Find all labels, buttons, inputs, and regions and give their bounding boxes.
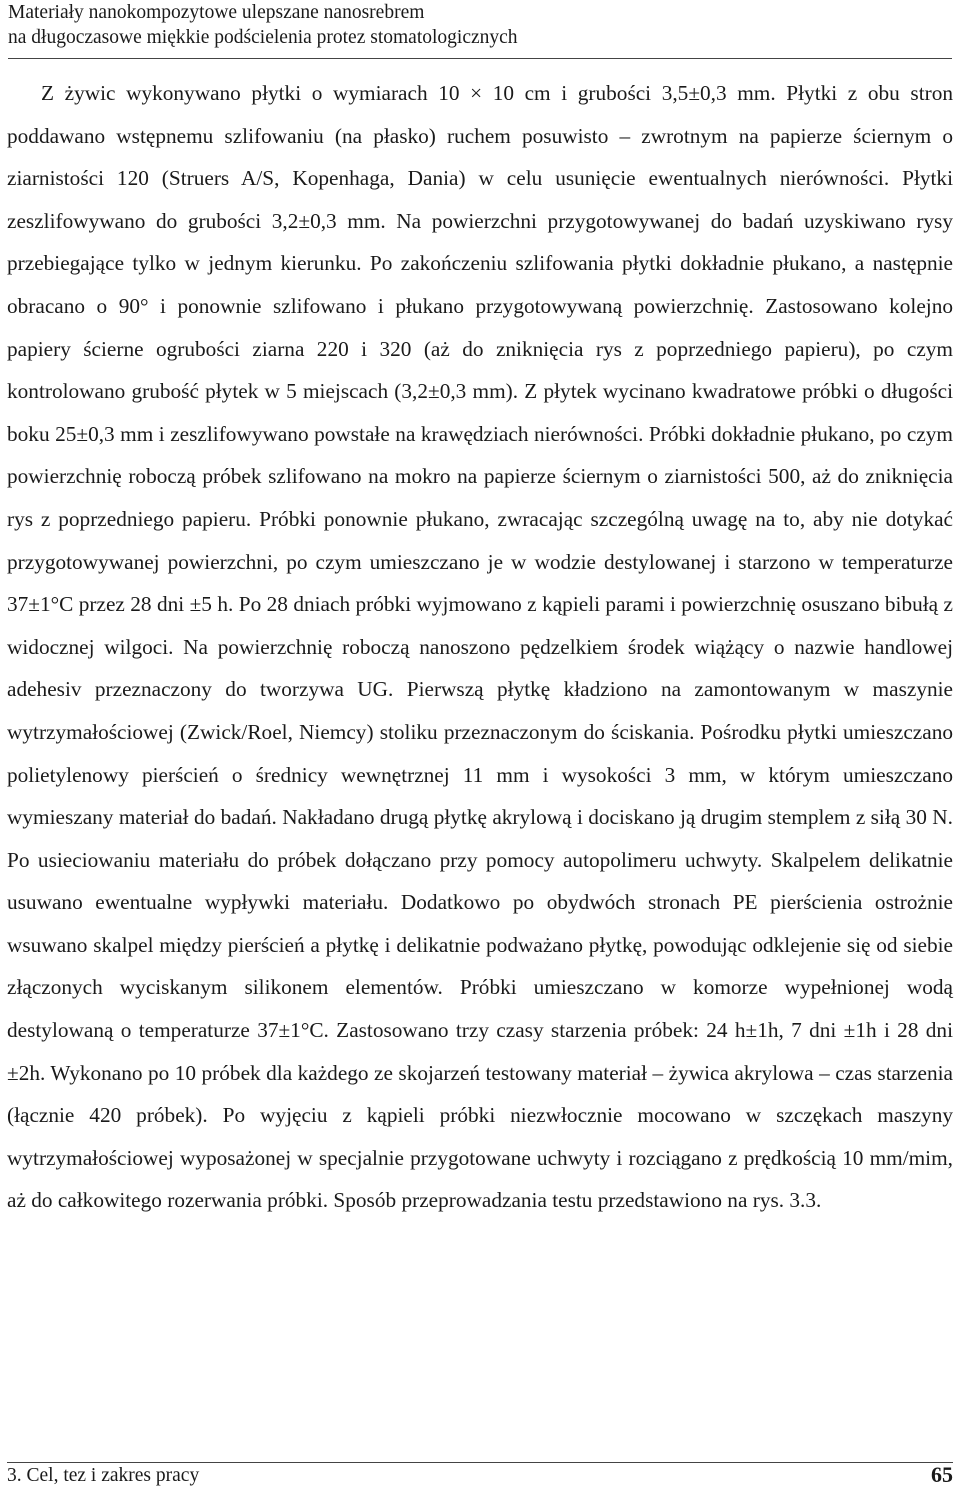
page-footer xyxy=(7,1462,953,1487)
header-title-line-2: na długoczasowe miękkie podścielenia protez stomatologicznych xyxy=(8,27,518,48)
running-header xyxy=(8,0,952,59)
page-number: 65 xyxy=(931,1462,953,1487)
body-paragraph: Z żywic wykonywano płytki o wymiarach 10 × 10 cm i grubości 3,5±0,3 mm. Płytki z obu stron poddawano wstępnemu szlifowaniu (na płasko) ruchem posuwisto – zwrotnym na papierze ściernym o ziarnistości 120 (Struers A/S, Kopenhaga, Dania) w celu usunięcie ewentualnych nierówności. Płytki zeszlifowywano do grubości 3,2±0,3 mm. Na powierzchni przygotowywanej do badań uzyskiwano rysy przebiegające tylko w jednym kierunku. Po zakończeniu szlifowania płytki dokładnie płukano, a następnie obracano o 90° i ponownie szlifowano i płukano przygotowywaną powierzchnię. Zastosowano kolejno papiery ścierne ogrubości ziarna 220 i 320 (aż do zniknięcia rys z poprzedniego papieru), po czym kontrolowano grubość płytek w 5 miejscach (3,2±0,3 mm). Z płytek wycinano kwadratowe próbki o długości boku 25±0,3 mm i zeszlifowywano powstałe na krawędziach nierówności. Próbki dokładnie płukano, po czym powierzchnię roboczą próbek szlifowano na mokro na papierze ściernym o ziarnistości 500, aż do zniknięcia rys z poprzedniego papieru. Próbki ponownie płukano, zwracając szczególną uwagę na to, aby nie dotykać przygotowywanej powierzchni, po czym umieszczano je w wodzie destylowanej i starzono w temperaturze 37±1°C przez 28 dni ±5 h. Po 28 dniach próbki wyjmowano z kąpieli parami i powierzchnię osuszano bibułą z widocznej wilgoci. Na powierzchnię roboczą nanoszono pędzelkiem środek wiążący o nazwie handlowej adehesiv przeznaczony do tworzywa UG. Pierwszą płytkę kładziono na zamontowanym w maszynie wytrzymałościowej (Zwick/Roel, Niemcy) stoliku przeznaczonym do ściskania. Pośrodku płytki umieszczano polietylenowy pierścień o średnicy wewnętrznej 11 mm i wysokości 3 mm, w którym umieszczano wymieszany materiał do badań. Nakładano drugą płytkę akrylową i dociskano ją drugim stemplem z siłą 30 N. Po usieciowaniu materiału do próbek dołączano przy pomocy autopolimeru uchwyty. Skalpelem delikatnie usuwano ewentualne wypływki materiału. Dodatkowo po obydwóch stronach PE pierścienia ostrożnie wsuwano skalpel między pierścień a płytkę i delikatnie podważano płytkę, powodując odklejenie się od siebie złączonych wyciskanym silikonem elementów. Próbki umieszczano w komorze wypełnionej wodą destylowaną o temperaturze 37±1°C. Zastosowano trzy czasy starzenia próbek: 24 h±1h, 7 dni ±1h i 28 dni ±2h. Wykonano po 10 próbek dla każdego ze skojarzeń testowany materiał – żywica akrylowa – czas starzenia (łącznie 420 próbek). Po wyjęciu z kąpieli próbki niezwłocznie mocowano w szczękach maszyny wytrzymałościowej wyposażonej w specjalnie przygotowane uchwyty i rozciągano z prędkością 10 mm/mim, aż do całkowitego rozerwania próbki. Sposób przeprowadzania testu przedstawiono na rys. 3.3. xyxy=(7,81,953,1213)
footer-section-title: 3. Cel, tez i zakres pracy xyxy=(7,1465,200,1486)
header-title-line-1: Materiały nanokompozytowe ulepszane nanosrebrem xyxy=(8,2,425,23)
body-text xyxy=(7,72,953,1222)
